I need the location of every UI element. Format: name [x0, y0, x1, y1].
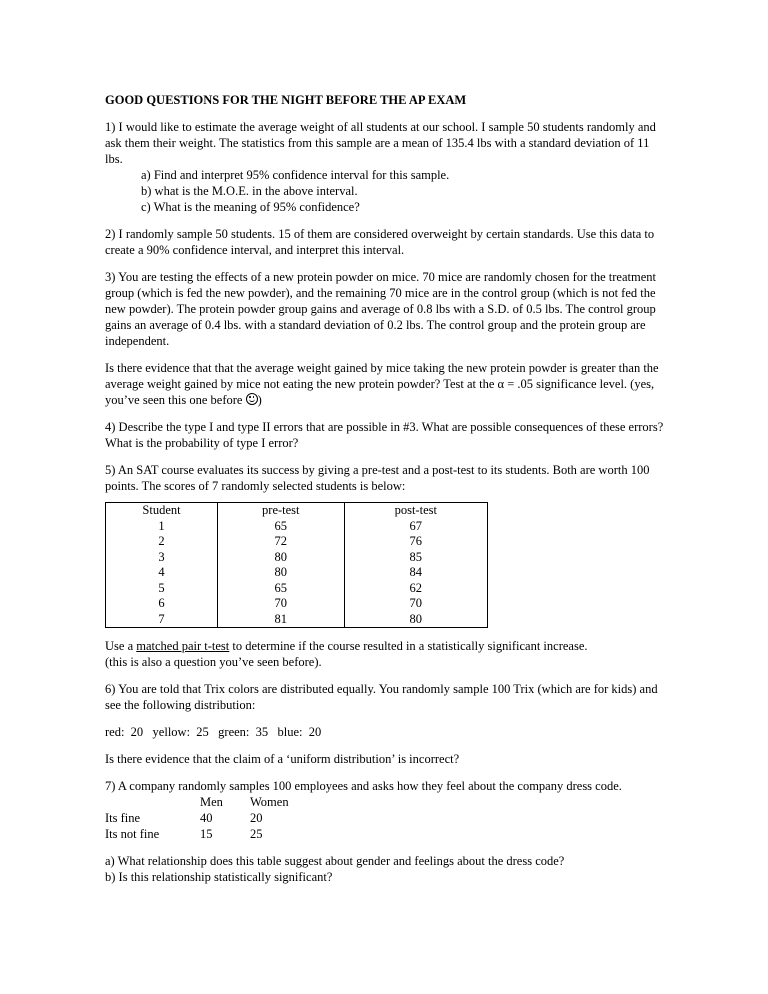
pre-test-cell: 65	[274, 580, 288, 595]
student-cell: 6	[158, 596, 165, 610]
question-1-part-c: c) What is the meaning of 95% confidence?	[141, 200, 360, 214]
student-column	[106, 503, 218, 628]
empty-cell	[105, 794, 200, 810]
pre-test-cell: 65	[274, 518, 288, 533]
smiley-icon	[246, 393, 258, 405]
question-7-part-b: b) Is this relationship statistically significant?	[105, 870, 333, 884]
pre-test-cell: 80	[274, 549, 288, 564]
student-cell: 3	[158, 549, 165, 564]
question-3-text: 3) You are testing the effects of a new protein powder on mice. 70 mice are randomly chosen for the treatment group (which is fed the new powder), and the remaining 70 mice are in the control group (which is not fed the new powder). The protein powder group gains and average of 0.8 lbs with a S.D. of 0.5 lbs. The control group gains an average of 0.4 lbs. with a standard deviation of 0.2 lbs. The control group and the protein group are independent.	[105, 270, 656, 348]
post-test-cell: 85	[409, 549, 423, 564]
matched-pair-term: matched pair t-test	[136, 639, 230, 653]
student-cell: 7	[158, 611, 165, 626]
post-test-header: post-test	[394, 503, 437, 517]
pre-test-column	[218, 503, 345, 628]
pre-test-cell: 70	[274, 596, 288, 610]
student-header: Student	[142, 503, 181, 517]
question-3-prompt-c: )	[257, 393, 262, 407]
pre-test-cell: 81	[274, 611, 288, 626]
dress-code-table	[105, 794, 665, 842]
question-5-text: 5) An SAT course evaluates its success by giving a pre-test and a post-test to its students. Both are worth 100 points. The scores of 7 randomly selected students is below:	[105, 463, 650, 493]
student-cell: 1	[158, 518, 165, 533]
pre-test-cell: 72	[274, 534, 288, 548]
instruction-text: to determine if the course resulted in a statistically significant increase.	[229, 639, 588, 653]
question-1-parts	[105, 167, 665, 215]
question-4-text: 4) Describe the type I and type II errors that are possible in #3. What are possible consequences of these errors? What is the probability of type I error?	[105, 420, 664, 450]
question-2-text: 2) I randomly sample 50 students. 15 of them are considered overweight by certain standards. Use this data to create a 90% confidence interval, and interpret this interval.	[105, 227, 655, 257]
student-cell: 4	[158, 565, 165, 579]
post-test-cell: 84	[409, 565, 423, 579]
instruction-text: Use a	[105, 639, 137, 653]
men-header: Men	[200, 795, 223, 809]
row-label-fine: Its fine	[105, 811, 141, 825]
question-7-part-a: a) What relationship does this table suggest about gender and feelings about the dress code?	[105, 854, 565, 868]
post-test-cell: 70	[409, 596, 423, 610]
student-cell: 5	[158, 580, 165, 595]
question-6-question: Is there evidence that the claim of a ‘uniform distribution’ is incorrect?	[105, 752, 460, 766]
question-5	[105, 462, 665, 670]
pre-test-cell: 80	[274, 565, 288, 579]
question-1-part-b: b) what is the M.O.E. in the above interval.	[141, 184, 358, 198]
question-6-text: 6) You are told that Trix colors are distributed equally. You randomly sample 100 Trix (which are for kids) and see the following distribution:	[105, 682, 658, 712]
question-3-prompt-b: = .05 significance level. (yes, you’ve seen this one before	[105, 377, 655, 407]
cell-fine-men: 40	[200, 811, 213, 825]
alpha-symbol: α	[497, 377, 505, 391]
student-cell: 2	[158, 534, 165, 548]
page-title: GOOD QUESTIONS FOR THE NIGHT BEFORE THE AP EXAM	[105, 93, 467, 107]
question-3-prompt	[105, 360, 665, 408]
cell-not-fine-men: 15	[200, 827, 213, 841]
question-1-text: 1) I would like to estimate the average weight of all students at our school. I sample 50 students randomly and ask them their weight. The statistics from this sample are a mean of 135.4 lbs with a standard deviation of 11 lbs.	[105, 120, 656, 166]
cell-fine-women: 20	[250, 811, 263, 825]
question-1-part-a: a) Find and interpret 95% confidence interval for this sample.	[141, 168, 450, 182]
post-test-cell: 62	[409, 580, 423, 595]
pre-test-header: pre-test	[262, 503, 300, 517]
women-header: Women	[250, 795, 289, 809]
question-5-note: (this is also a question you’ve seen before).	[105, 655, 322, 669]
document-page	[105, 92, 665, 885]
post-test-cell: 76	[409, 534, 423, 548]
post-test-cell: 67	[409, 518, 423, 533]
post-test-column	[344, 503, 487, 628]
question-5-instruction	[105, 638, 665, 654]
question-7-text: 7) A company randomly samples 100 employees and asks how they feel about the company dress code.	[105, 779, 622, 793]
question-3-prompt-a: Is there evidence that that the average weight gained by mice taking the new protein powder is greater than the average weight gained by mice not eating the new protein powder? Test at the	[105, 361, 659, 391]
question-7	[105, 778, 665, 842]
row-label-not-fine: Its not fine	[105, 827, 160, 841]
scores-table	[105, 502, 488, 628]
cell-not-fine-women: 25	[250, 827, 263, 841]
trix-distribution: red: 20 yellow: 25 green: 35 blue: 20	[105, 725, 322, 739]
question-1	[105, 119, 665, 215]
post-test-cell: 80	[409, 611, 423, 626]
